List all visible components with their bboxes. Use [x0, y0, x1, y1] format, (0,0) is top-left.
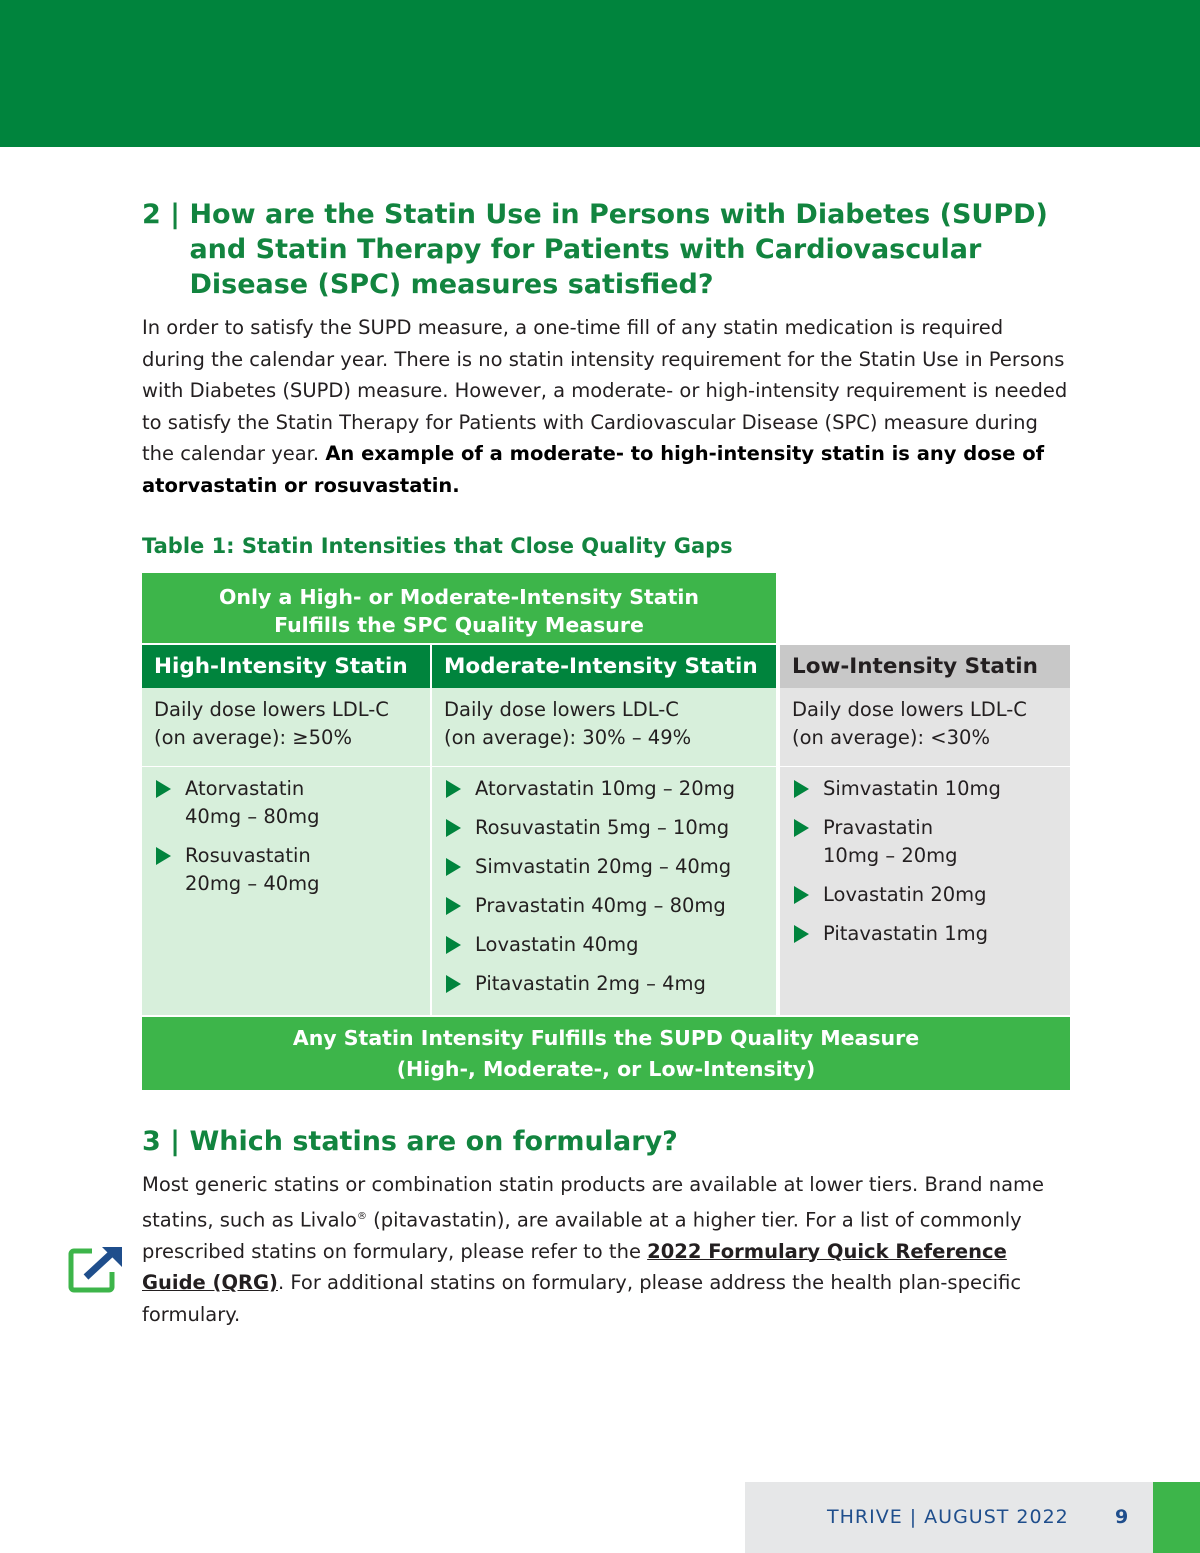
drug-name: Lovastatin 20mg	[823, 883, 987, 906]
spc-banner-line: Only a High- or Moderate-Intensity Statin	[218, 585, 700, 609]
drug-name: Rosuvastatin 20mg – 40mg	[185, 844, 320, 895]
page-number: 9	[1115, 1506, 1129, 1528]
drug-name: Simvastatin 10mg	[823, 777, 1001, 800]
supd-banner-line: Any Statin Intensity Fulfills the SUPD Quality Measure	[292, 1026, 920, 1050]
list-item	[444, 853, 776, 881]
list-item	[444, 892, 776, 920]
body-text: Most generic statins or combination statin products are available at lower tiers. Brand name statins, such as Livalo	[142, 1173, 1045, 1231]
section-3	[142, 1124, 1072, 1330]
table-caption: Table 1: Statin Intensities that Close Quality Gaps	[142, 534, 733, 558]
body-text: (pitavastatin), are available at a higher tier. For a list of commonly prescribed statins on formulary, please refer to the	[142, 1208, 1022, 1263]
desc-line: (on average): ≥50%	[154, 726, 352, 749]
section-number: 2 |	[142, 199, 190, 230]
desc-low	[780, 688, 1070, 766]
body-text: . For additional statins on formulary, please address the health plan-specific formulary.	[142, 1271, 1022, 1326]
list-item	[792, 775, 1070, 803]
drug-name: Atorvastatin 10mg – 20mg	[475, 777, 735, 800]
list-low	[780, 767, 1070, 1015]
footer	[745, 1482, 1153, 1553]
body-text: In order to satisfy the SUPD measure, a one-time fill of any statin medication is required during the calendar year. There is no statin intensity requirement for the Statin Use in Persons with Diabetes (SUPD) measure. However, a moderate- or high-intensity requirement is needed to satisfy the Statin Therapy for Patients with Cardiovascular Disease (SPC) measure during the calendar year.	[142, 316, 1068, 465]
registered-mark: ®	[356, 1210, 367, 1222]
list-item	[792, 881, 1070, 909]
list-item	[154, 775, 430, 831]
triangle-right-icon	[156, 847, 171, 865]
footer-accent	[1153, 1482, 1200, 1553]
section-2-heading	[142, 197, 1072, 302]
desc-line: Daily dose lowers LDL-C	[154, 698, 389, 721]
column-header-high: High-Intensity Statin	[142, 645, 430, 688]
list-high	[142, 767, 430, 1015]
triangle-right-icon	[794, 780, 809, 798]
footer-publication: THRIVE | AUGUST 2022	[827, 1506, 1069, 1528]
triangle-right-icon	[794, 886, 809, 904]
list-item	[444, 970, 776, 998]
triangle-right-icon	[794, 925, 809, 943]
list-item	[792, 920, 1070, 948]
drug-name: Pitavastatin 1mg	[823, 922, 988, 945]
section-title: Which statins are on formulary?	[189, 1126, 678, 1157]
statin-intensity-table	[142, 573, 1070, 1090]
external-link-icon[interactable]	[68, 1244, 124, 1294]
formulary-qrg-link[interactable]: 2022 Formulary Quick Reference Guide (QRG)	[142, 1239, 1007, 1294]
triangle-right-icon	[446, 780, 461, 798]
supd-banner	[142, 1017, 1070, 1090]
drug-name: Rosuvastatin 5mg – 10mg	[475, 816, 730, 839]
desc-line: (on average): <30%	[792, 726, 990, 749]
triangle-right-icon	[446, 897, 461, 915]
triangle-right-icon	[446, 858, 461, 876]
list-item	[154, 842, 430, 898]
section-2-body	[142, 312, 1072, 501]
spc-banner-line: Fulfills the SPC Quality Measure	[274, 613, 644, 637]
spc-banner	[142, 573, 776, 643]
section-3-body	[142, 1169, 1072, 1330]
desc-line: Daily dose lowers LDL-C	[792, 698, 1027, 721]
desc-line: (on average): 30% – 49%	[444, 726, 692, 749]
list-moderate	[432, 767, 776, 1015]
drug-name: Lovastatin 40mg	[475, 933, 639, 956]
triangle-right-icon	[446, 975, 461, 993]
section-number: 3 |	[142, 1126, 190, 1157]
drug-name: Pravastatin 40mg – 80mg	[475, 894, 726, 917]
list-item	[444, 814, 776, 842]
desc-high	[142, 688, 430, 766]
section-2	[142, 197, 1072, 501]
column-header-low: Low-Intensity Statin	[780, 645, 1070, 688]
column-header-moderate: Moderate-Intensity Statin	[432, 645, 776, 688]
triangle-right-icon	[156, 780, 171, 798]
drug-name: Pravastatin 10mg – 20mg	[823, 816, 958, 867]
drug-name: Atorvastatin 40mg – 80mg	[185, 777, 320, 828]
desc-line: Daily dose lowers LDL-C	[444, 698, 679, 721]
supd-banner-line: (High-, Moderate-, or Low-Intensity)	[396, 1057, 816, 1081]
drug-name: Simvastatin 20mg – 40mg	[475, 855, 732, 878]
list-item	[792, 814, 1070, 870]
desc-moderate	[432, 688, 776, 766]
triangle-right-icon	[446, 936, 461, 954]
section-3-heading	[142, 1124, 1072, 1159]
drug-name: Pitavastatin 2mg – 4mg	[475, 972, 706, 995]
list-item	[444, 931, 776, 959]
header-band	[0, 0, 1200, 147]
list-item	[444, 775, 776, 803]
triangle-right-icon	[446, 819, 461, 837]
triangle-right-icon	[794, 819, 809, 837]
body-bold-text: An example of a moderate- to high-intensity statin is any dose of atorvastatin or rosuvastatin.	[142, 442, 1045, 497]
section-title: How are the Statin Use in Persons with Diabetes (SUPD) and Statin Therapy for Patients with Cardiovascular Disease (SPC) measures satisfied?	[189, 199, 1048, 300]
